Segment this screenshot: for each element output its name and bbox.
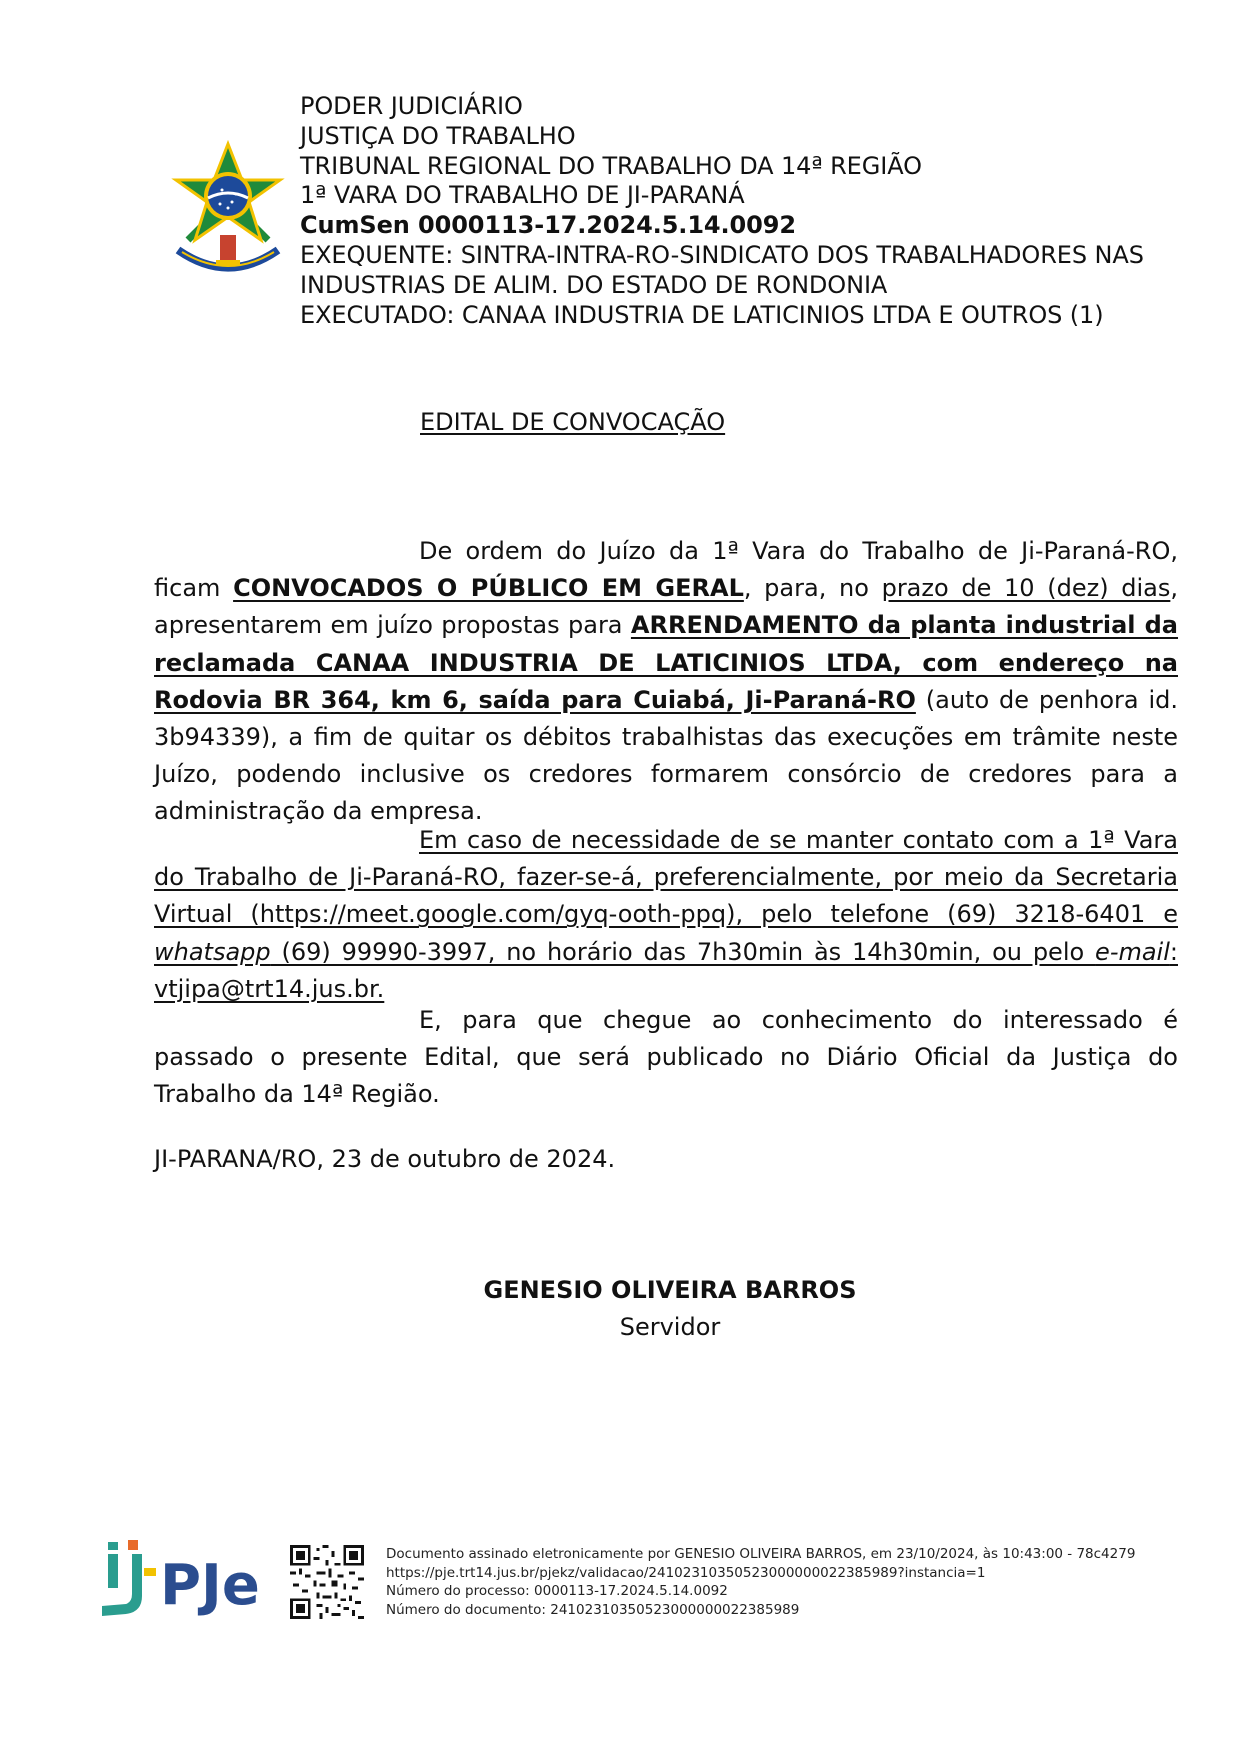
p2-text-c: (69) 99990-3997, no horário das 7h30min às 14h30min, ou pelo bbox=[270, 937, 1096, 966]
signature-block bbox=[420, 1272, 920, 1346]
signer-role: Servidor bbox=[619, 1313, 721, 1341]
header-line-justica: JUSTIÇA DO TRABALHO bbox=[300, 121, 576, 150]
header-line-poder: PODER JUDICIÁRIO bbox=[300, 92, 523, 120]
exequente-line-1: EXEQUENTE: SINTRA-INTRA-RO-SINDICATO DOS TRABALHADORES NAS bbox=[300, 240, 1144, 269]
header-line-vara: 1ª VARA DO TRABALHO DE JI-PARANÁ bbox=[300, 181, 745, 210]
document-date: JI-PARANA/RO, 23 de outubro de 2024. bbox=[154, 1145, 616, 1173]
paragraph-publicacao bbox=[154, 1002, 1178, 1114]
signer-name: GENESIO OLIVEIRA BARROS bbox=[483, 1276, 857, 1304]
brasao-republica-icon bbox=[158, 140, 298, 280]
p1-text-e: , apresentarem em juízo propostas para bbox=[154, 574, 1178, 640]
footer-document-number: Número do documento: 24102310350523000000022385989 bbox=[386, 1601, 800, 1618]
header-line-tribunal: TRIBUNAL REGIONAL DO TRABALHO DA 14ª REGIÃO bbox=[300, 151, 922, 180]
paragraph-convocacao bbox=[154, 533, 1178, 831]
document-header bbox=[300, 92, 1180, 330]
footer-signed-by: Documento assinado eletronicamente por GENESIO OLIVEIRA BARROS, em 23/10/2024, às 10:43:00 - 78c4279 bbox=[386, 1546, 1136, 1562]
p2-text-e: : vtjipa@trt14.jus.br. bbox=[154, 937, 1178, 1003]
p2-text-a: Em caso de necessidade de se manter contato com a 1ª Vara do Trabalho de Ji-Paraná-RO, fazer-se-á, preferencialmente, por meio da Secretaria Virtual (https://meet.google.com/gyq-ooth-ppq), pelo telefone (69) 3218-6401 e bbox=[154, 826, 1178, 929]
p1-convocados: CONVOCADOS O PÚBLICO EM GERAL bbox=[233, 574, 744, 603]
p1-text-c: , para, no bbox=[743, 574, 882, 603]
p1-prazo: prazo de 10 (dez) dias bbox=[881, 574, 1171, 603]
signature-footer bbox=[386, 1545, 1186, 1619]
pje-logo-icon bbox=[98, 1532, 278, 1622]
paragraph-contato bbox=[154, 822, 1178, 1008]
footer-validation-url[interactable]: https://pje.trt14.jus.br/pjekz/validacao/24102310350523000000022385989?instancia=1 bbox=[386, 1564, 986, 1581]
p1-arrendamento: ARRENDAMENTO da planta industrial da reclamada CANAA INDUSTRIA DE LATICINIOS LTDA, com endereço na Rodovia BR 364, km 6, saída para Cuiabá, Ji-Paraná-RO bbox=[154, 611, 1179, 714]
p1-text-a: De ordem do Juízo da 1ª Vara do Trabalho de Ji-Paraná-RO, ficam bbox=[154, 537, 1178, 603]
case-number: CumSen 0000113-17.2024.5.14.0092 bbox=[300, 211, 796, 240]
footer-process-number: Número do processo: 0000113-17.2024.5.14.0092 bbox=[386, 1583, 728, 1600]
exequente-line-2: INDUSTRIAS DE ALIM. DO ESTADO DE RONDONIA bbox=[300, 270, 888, 299]
document-title: EDITAL DE CONVOCAÇÃO bbox=[420, 408, 726, 436]
p1-text-g: (auto de penhora id. 3b94339), a fim de quitar os débitos trabalhistas das execuções em trâmite neste Juízo, podendo inclusive os credores formarem consórcio de credores para a administração da empresa. bbox=[154, 685, 1178, 826]
p2-whatsapp: whatsapp bbox=[154, 937, 271, 966]
pje-logo-text: PJe bbox=[160, 1553, 260, 1618]
executado-line: EXECUTADO: CANAA INDUSTRIA DE LATICINIOS LTDA E OUTROS (1) bbox=[300, 300, 1104, 329]
p2-email-label: e-mail bbox=[1095, 937, 1170, 966]
qr-code-icon bbox=[290, 1545, 364, 1619]
p3-text: E, para que chegue ao conhecimento do interessado é passado o presente Edital, que será publicado no Diário Oficial da Justiça do Trabalho da 14ª Região. bbox=[154, 1006, 1178, 1109]
